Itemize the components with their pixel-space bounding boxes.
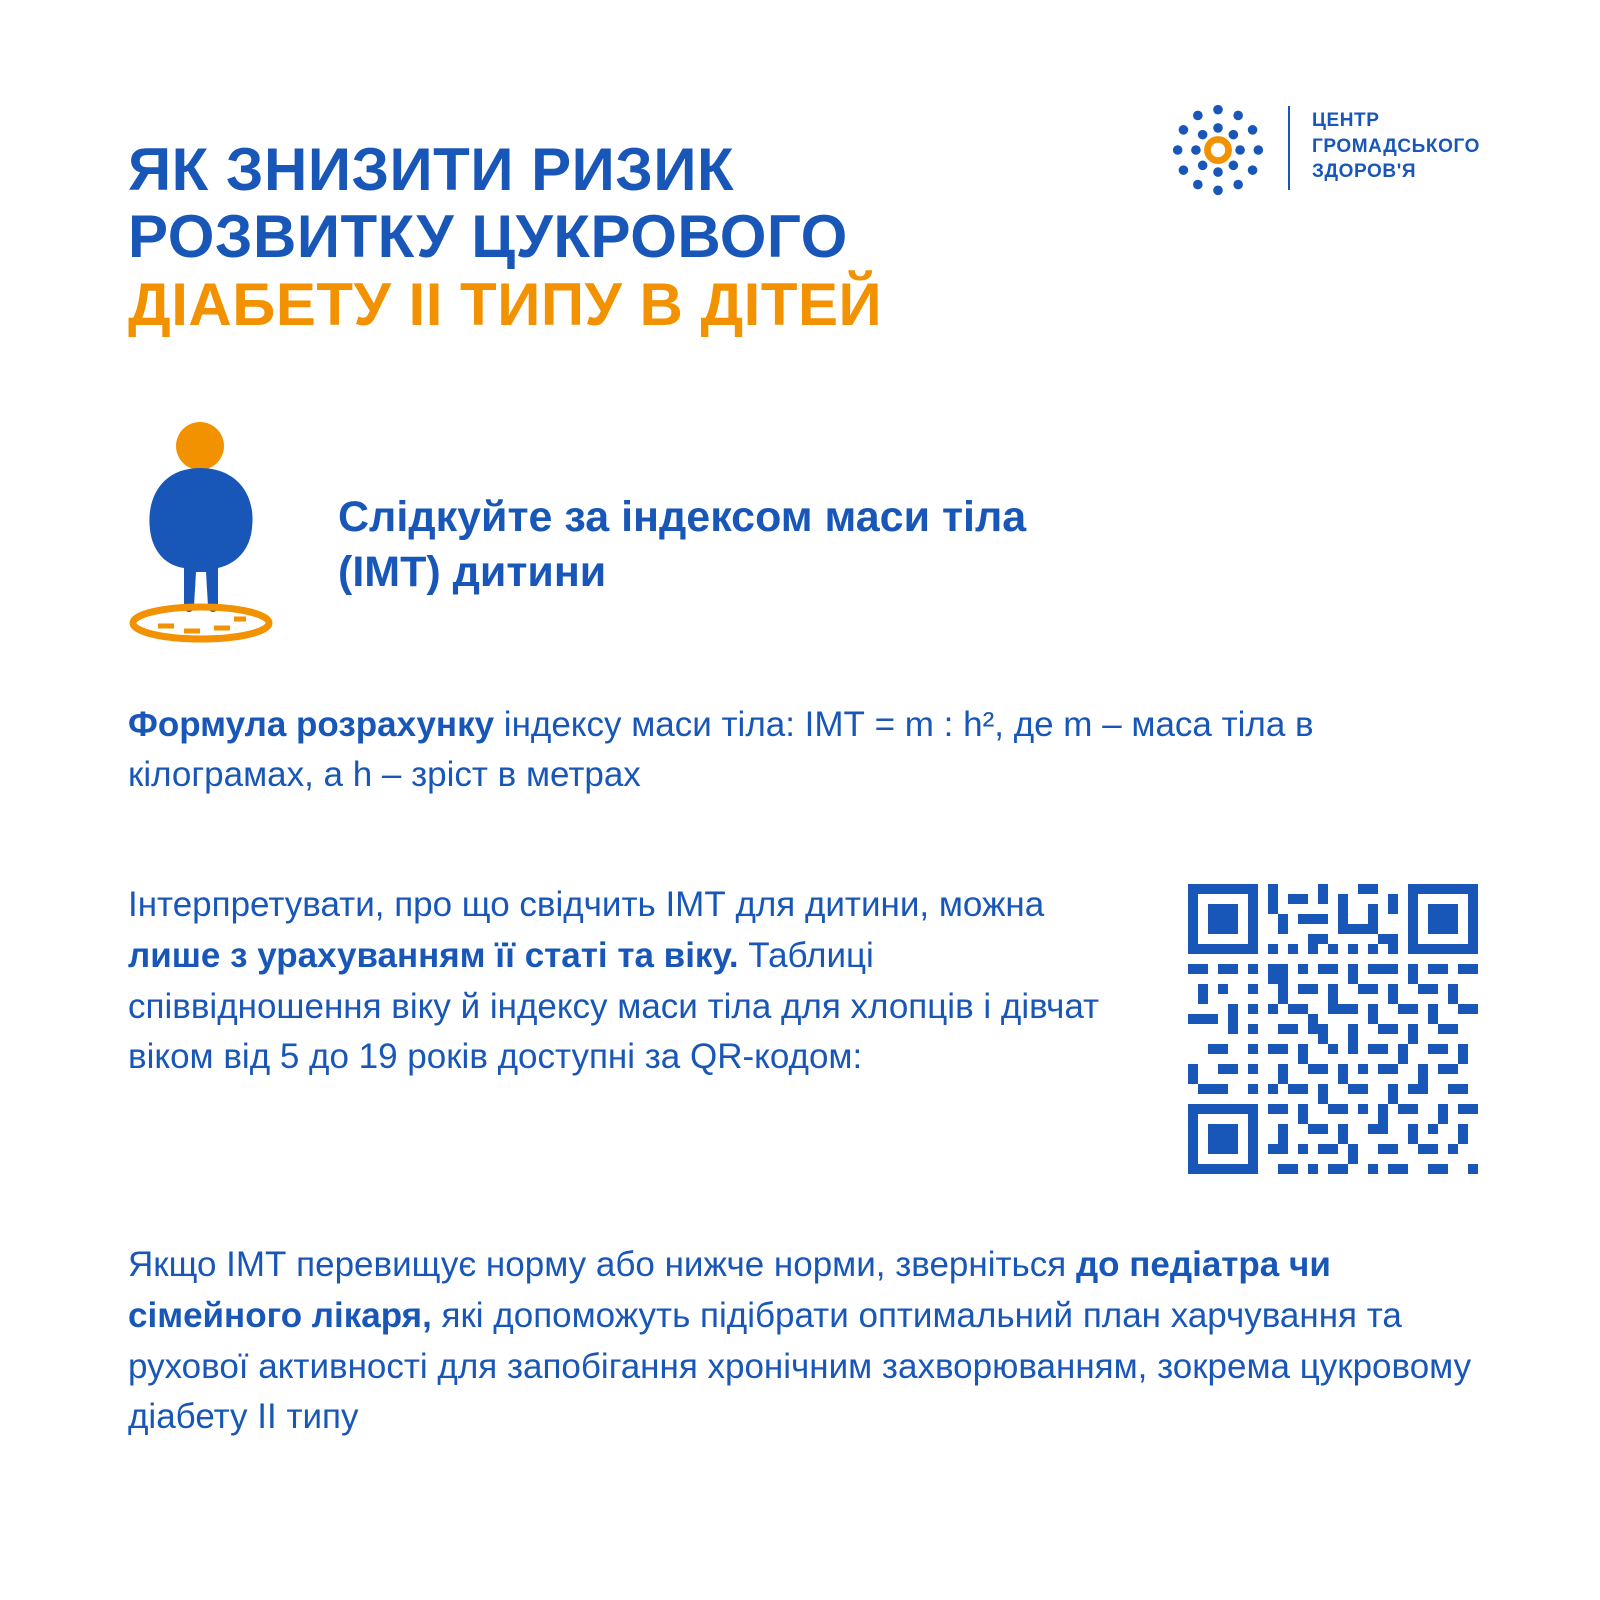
formula-rest: індексу маси тіла: ІМТ = m : h², де m – маса тіла в кілограмах, а h – зріст в метрах	[128, 705, 1314, 794]
qr-code[interactable]	[1188, 884, 1478, 1174]
formula-bold-lead: Формула розрахунку	[128, 705, 495, 744]
interpretation-bold-1: лише з урахуванням її статі та віку.	[128, 935, 739, 975]
interpretation-part-1: Інтерпретувати, про що свідчить ІМТ для дитини, можна	[128, 885, 1045, 924]
logo-text-line-2: ГРОМАДСЬКОГО	[1311, 135, 1480, 157]
advice-part-1: Якщо ІМТ перевищує норму або нижче норми, зверніться	[128, 1245, 1076, 1284]
advice-part-2: які допоможуть підібрати оптимальний план харчування та рухової активності для запобігання хронічним захворюванням, зокрема цукровому діабету II типу	[128, 1295, 1472, 1437]
logo-text-line-3: ЗДОРОВ'Я	[1311, 161, 1417, 183]
header	[128, 96, 1480, 378]
formula-paragraph	[128, 700, 1460, 799]
logo-divider	[1288, 106, 1290, 190]
title-line-3: ДІАБЕТУ II ТИПУ В ДІТЕЙ	[128, 270, 883, 338]
interpretation-section	[128, 880, 1480, 1174]
logo-text-line-1: ЦЕНТР	[1311, 110, 1380, 131]
public-health-center-logo-icon	[1170, 102, 1266, 198]
page-title	[128, 136, 882, 338]
logo	[1170, 96, 1480, 198]
doctor-advice-paragraph	[128, 1240, 1480, 1443]
title-line-2: РОЗВИТКУ ЦУКРОВОГО	[128, 203, 848, 271]
bmi-section	[128, 420, 1480, 660]
child-on-scales-icon	[128, 420, 298, 660]
logo-text	[1312, 102, 1480, 185]
interpretation-paragraph	[128, 880, 1128, 1083]
section-subtitle: Слідкуйте за індексом маси тіла (ІМТ) дитини	[338, 493, 1027, 597]
title-line-1: ЯК ЗНИЗИТИ РИЗИК	[128, 136, 735, 204]
interpretation-part-2: Таблиці співвідношення віку й індексу маси тіла для хлопців і дівчат віком від 5 до 19 років доступні за QR-кодом:	[128, 935, 1100, 1077]
advice-bold-1: до педіатра чи сімейного лікаря,	[128, 1245, 1331, 1335]
